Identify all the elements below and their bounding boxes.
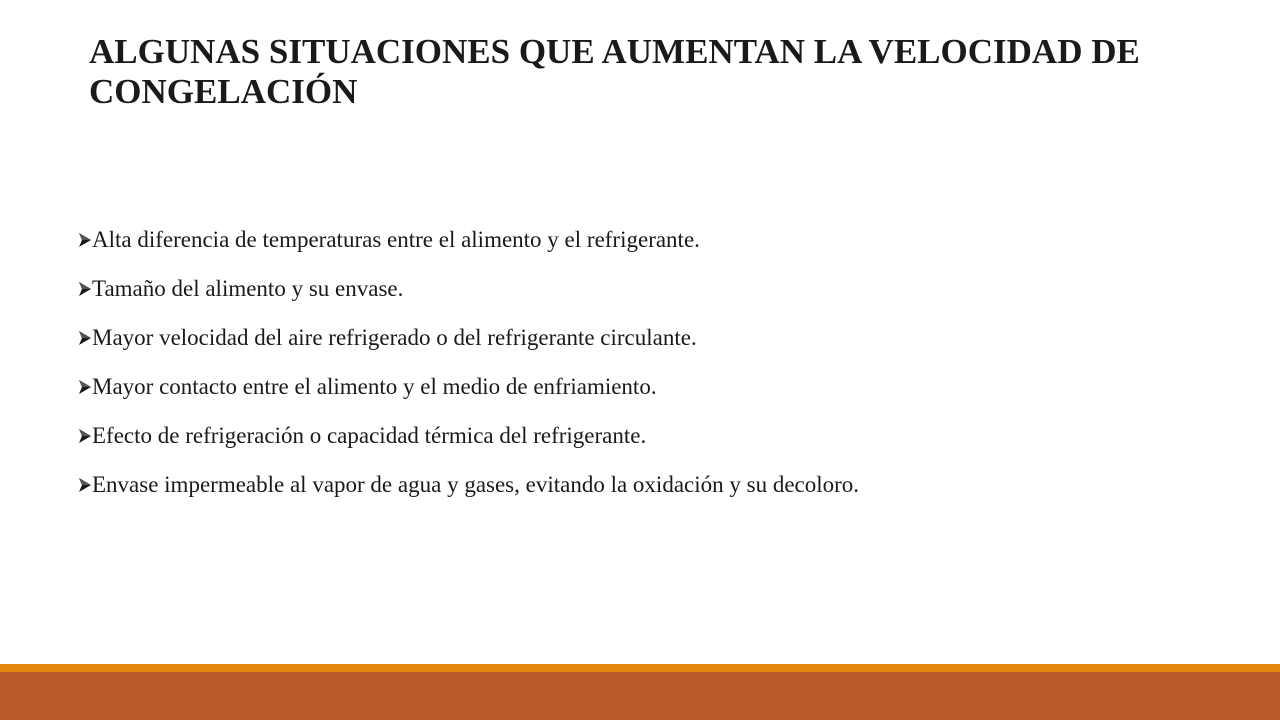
- arrowhead-bullet-icon: [78, 477, 92, 493]
- bullet-text: Mayor velocidad del aire refrigerado o del refrigerante circulante.: [92, 325, 697, 350]
- footer-bar: [0, 672, 1280, 720]
- slide-title-line-2: CONGELACIÓN: [89, 72, 358, 111]
- bullet-item: [78, 271, 859, 307]
- bullet-item: [78, 418, 859, 454]
- bullet-text: Envase impermeable al vapor de agua y gases, evitando la oxidación y su decoloro.: [92, 472, 860, 497]
- arrowhead-bullet-icon: [78, 330, 92, 346]
- bullet-text: Efecto de refrigeración o capacidad térmica del refrigerante.: [92, 423, 647, 448]
- bullet-text: Alta diferencia de temperaturas entre el alimento y el refrigerante.: [92, 227, 700, 252]
- bullet-item: [78, 320, 859, 356]
- arrowhead-bullet-icon: [78, 232, 92, 248]
- bullet-list: [78, 222, 859, 503]
- footer-accent-stripe: [0, 664, 1280, 672]
- bullet-text: Tamaño del alimento y su envase.: [92, 276, 404, 301]
- arrowhead-bullet-icon: [78, 428, 92, 444]
- bullet-item: [78, 467, 859, 503]
- arrowhead-bullet-icon: [78, 281, 92, 297]
- bullet-text: Mayor contacto entre el alimento y el medio de enfriamiento.: [92, 374, 657, 399]
- slide-title-line-1: ALGUNAS SITUACIONES QUE AUMENTAN LA VELOCIDAD DE: [89, 32, 1140, 71]
- slide-title: [89, 32, 1269, 112]
- bullet-item: [78, 369, 859, 405]
- bullet-item: [78, 222, 859, 258]
- arrowhead-bullet-icon: [78, 379, 92, 395]
